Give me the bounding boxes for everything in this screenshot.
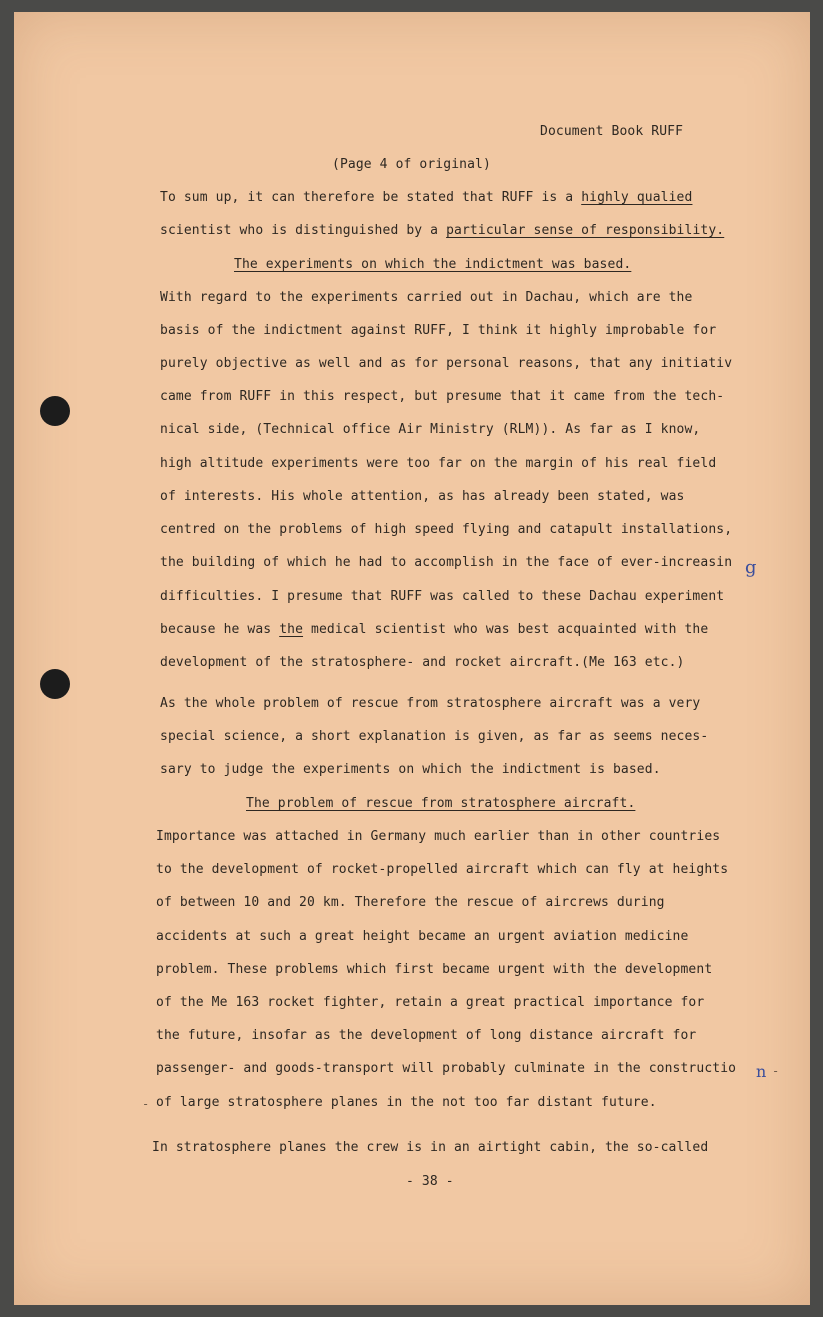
text-line: special science, a short explanation is given, as far as seems neces- [160,729,709,744]
text-line: because he was the medical scientist who was best acquainted with the [160,622,709,637]
text-line: of large stratosphere planes in the not too far distant future. [156,1095,657,1110]
text-line: of the Me 163 rocket fighter, retain a great practical importance for [156,995,705,1010]
document-page [14,12,810,1305]
text-line: scientist who is distinguished by a particular sense of responsibility. [160,223,725,238]
punch-hole [40,669,70,699]
text-line: As the whole problem of rescue from stratosphere aircraft was a very [160,696,701,711]
handwritten-g-mark: g [745,557,757,578]
text-line: to the development of rocket-propelled aircraft which can fly at heights [156,862,729,877]
text-line: accidents at such a great height became an urgent aviation medicine [156,929,689,944]
text-line: high altitude experiments were too far on the margin of his real field [160,456,717,471]
text-line: the future, insofar as the development of long distance aircraft for [156,1028,697,1043]
text-line: With regard to the experiments carried out in Dachau, which are the [160,290,693,305]
section-heading: The experiments on which the indictment was based. [234,257,632,272]
text-line: sary to judge the experiments on which the indictment is based. [160,762,661,777]
section-heading: The problem of rescue from stratosphere aircraft. [246,796,636,811]
page-number: - 38 - [406,1174,454,1189]
text-line: Importance was attached in Germany much earlier than in other countries [156,829,721,844]
punch-hole [40,396,70,426]
underlined-phrase: particular sense of responsibility. [446,223,725,238]
text-line: problem. These problems which first became urgent with the development [156,962,713,977]
page-reference: (Page 4 of original) [332,157,491,172]
text-line: purely objective as well and as for personal reasons, that any initiativ [160,356,733,371]
underlined-word: the [279,622,304,637]
text-line: came from RUFF in this respect, but presume that it came from the tech- [160,389,725,404]
text-line: passenger- and goods-transport will probably culminate in the constructio [156,1061,737,1076]
text-line: In stratosphere planes the crew is in an airtight cabin, the so-called [152,1140,709,1155]
text-line: nical side, (Technical office Air Ministry (RLM)). As far as I know, [160,422,701,437]
document-reference: Document Book RUFF [540,124,684,139]
text-line: basis of the indictment against RUFF, I think it highly improbable for [160,323,717,338]
handwritten-n-mark: n [756,1062,767,1081]
margin-dash: - [772,1064,780,1078]
text-line: of between 10 and 20 km. Therefore the rescue of aircrews during [156,895,665,910]
text-line: centred on the problems of high speed flying and catapult installations, [160,522,733,537]
margin-dash: - [142,1097,150,1111]
text-line: development of the stratosphere- and rocket aircraft.(Me 163 etc.) [160,655,685,670]
text-line: the building of which he had to accomplish in the face of ever-increasin [160,555,733,570]
underlined-phrase: highly qualied [581,190,693,205]
text-line: difficulties. I presume that RUFF was called to these Dachau experiment [160,589,725,604]
text-line: To sum up, it can therefore be stated that RUFF is a highly qualied [160,190,693,205]
text-line: of interests. His whole attention, as has already been stated, was [160,489,685,504]
